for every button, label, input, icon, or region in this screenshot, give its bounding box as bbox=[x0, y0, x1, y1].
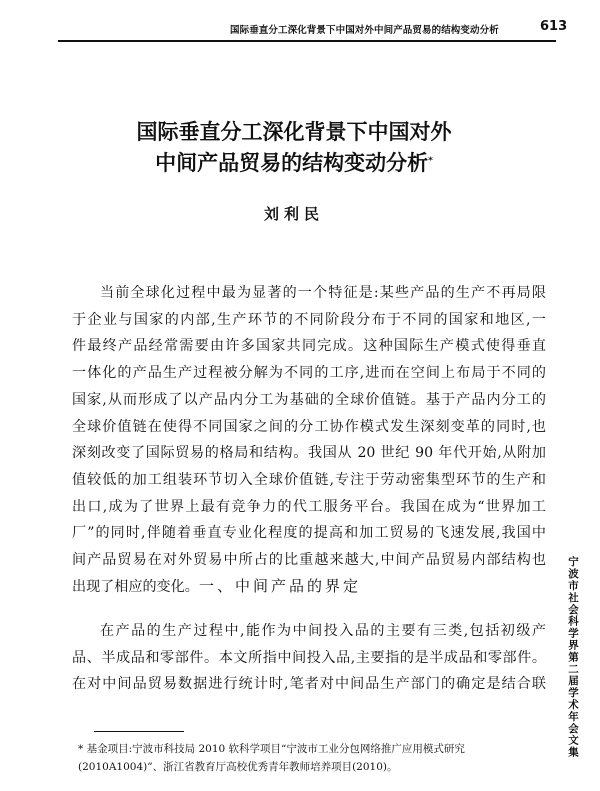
footnote-rule bbox=[94, 731, 184, 732]
section-line: 品、半成品和零部件。本文所指中间投入品,主要指的是半成品和零部件。 bbox=[72, 649, 546, 666]
section-heading: 一、中间产品的界定 bbox=[198, 577, 361, 595]
intro-line: 厂”的同时,伴随着垂直专业化程度的提高和加工贸易的飞速发展,我国中 bbox=[72, 525, 546, 542]
footnote-line-1: * 基金项目:宁波市科技局 2010 软科学项目“宁波市工业分包网络推广应用模式研究 bbox=[78, 743, 465, 755]
running-head: 国际垂直分工深化背景下中国对外中间产品贸易的结构变动分析 bbox=[230, 25, 499, 36]
article-title-line-1: 国际垂直分工深化背景下中国对外 bbox=[136, 120, 452, 144]
section-line: 在对中间品贸易数据进行统计时,笔者对中间品生产部门的确定是结合联 bbox=[72, 676, 546, 693]
section-line: 在产品的生产过程中,能作为中间投入品的主要有三类,包括初级产 bbox=[100, 623, 546, 639]
article-title-line-2-text: 中间产品贸易的结构变动分析 bbox=[155, 151, 429, 175]
footnote-line-2: (2010A1004)”、浙江省教育厅高校优秀青年教师培养项目(2010)。 bbox=[78, 761, 398, 773]
intro-line: 间产品贸易在对外贸易中所占的比重越来越大,中间产品贸易内部结构也 bbox=[72, 552, 546, 568]
side-vertical-caption: 宁波市社会科学界第二届学术年会文集 bbox=[567, 556, 579, 759]
article-title-line-2 bbox=[60, 148, 528, 178]
title-footnote-mark: * bbox=[428, 156, 433, 166]
intro-line: 国家,从而形成了以产品内分工为基础的全球价值链。基于产品内分工的 bbox=[72, 391, 546, 408]
intro-line: 一体化的产品生产过程被分解为不同的工序,进而在空间上布局于不同的 bbox=[72, 365, 546, 382]
intro-line: 件最终产品经常需要由许多国家共同完成。这种国际生产模式使得垂直 bbox=[72, 338, 546, 355]
intro-line: 当前全球化过程中最为显著的一个特征是:某些产品的生产不再局限 bbox=[100, 285, 546, 301]
header-rule bbox=[58, 40, 556, 42]
intro-line: 全球价值链在使得不同国家之间的分工协作模式发生深刻变革的同时,也 bbox=[72, 418, 546, 435]
intro-line: 值较低的加工组装环节切入全球价值链,专注于劳动密集型环节的生产和 bbox=[72, 471, 546, 488]
author-name: 刘利民 bbox=[263, 205, 324, 223]
intro-line: 深刻改变了国际贸易的格局和结构。我国从 20 世纪 90 年代开始,从附加 bbox=[72, 445, 546, 462]
intro-line: 出现了相应的变化。 bbox=[72, 578, 199, 595]
intro-line: 出口,成为了世界上最有竞争力的代工服务平台。我国在成为“世界加工 bbox=[72, 498, 546, 515]
intro-line: 于企业与国家的内部,生产环节的不同阶段分布于不同的国家和地区,一 bbox=[72, 311, 546, 328]
page-number: 613 bbox=[540, 19, 568, 34]
